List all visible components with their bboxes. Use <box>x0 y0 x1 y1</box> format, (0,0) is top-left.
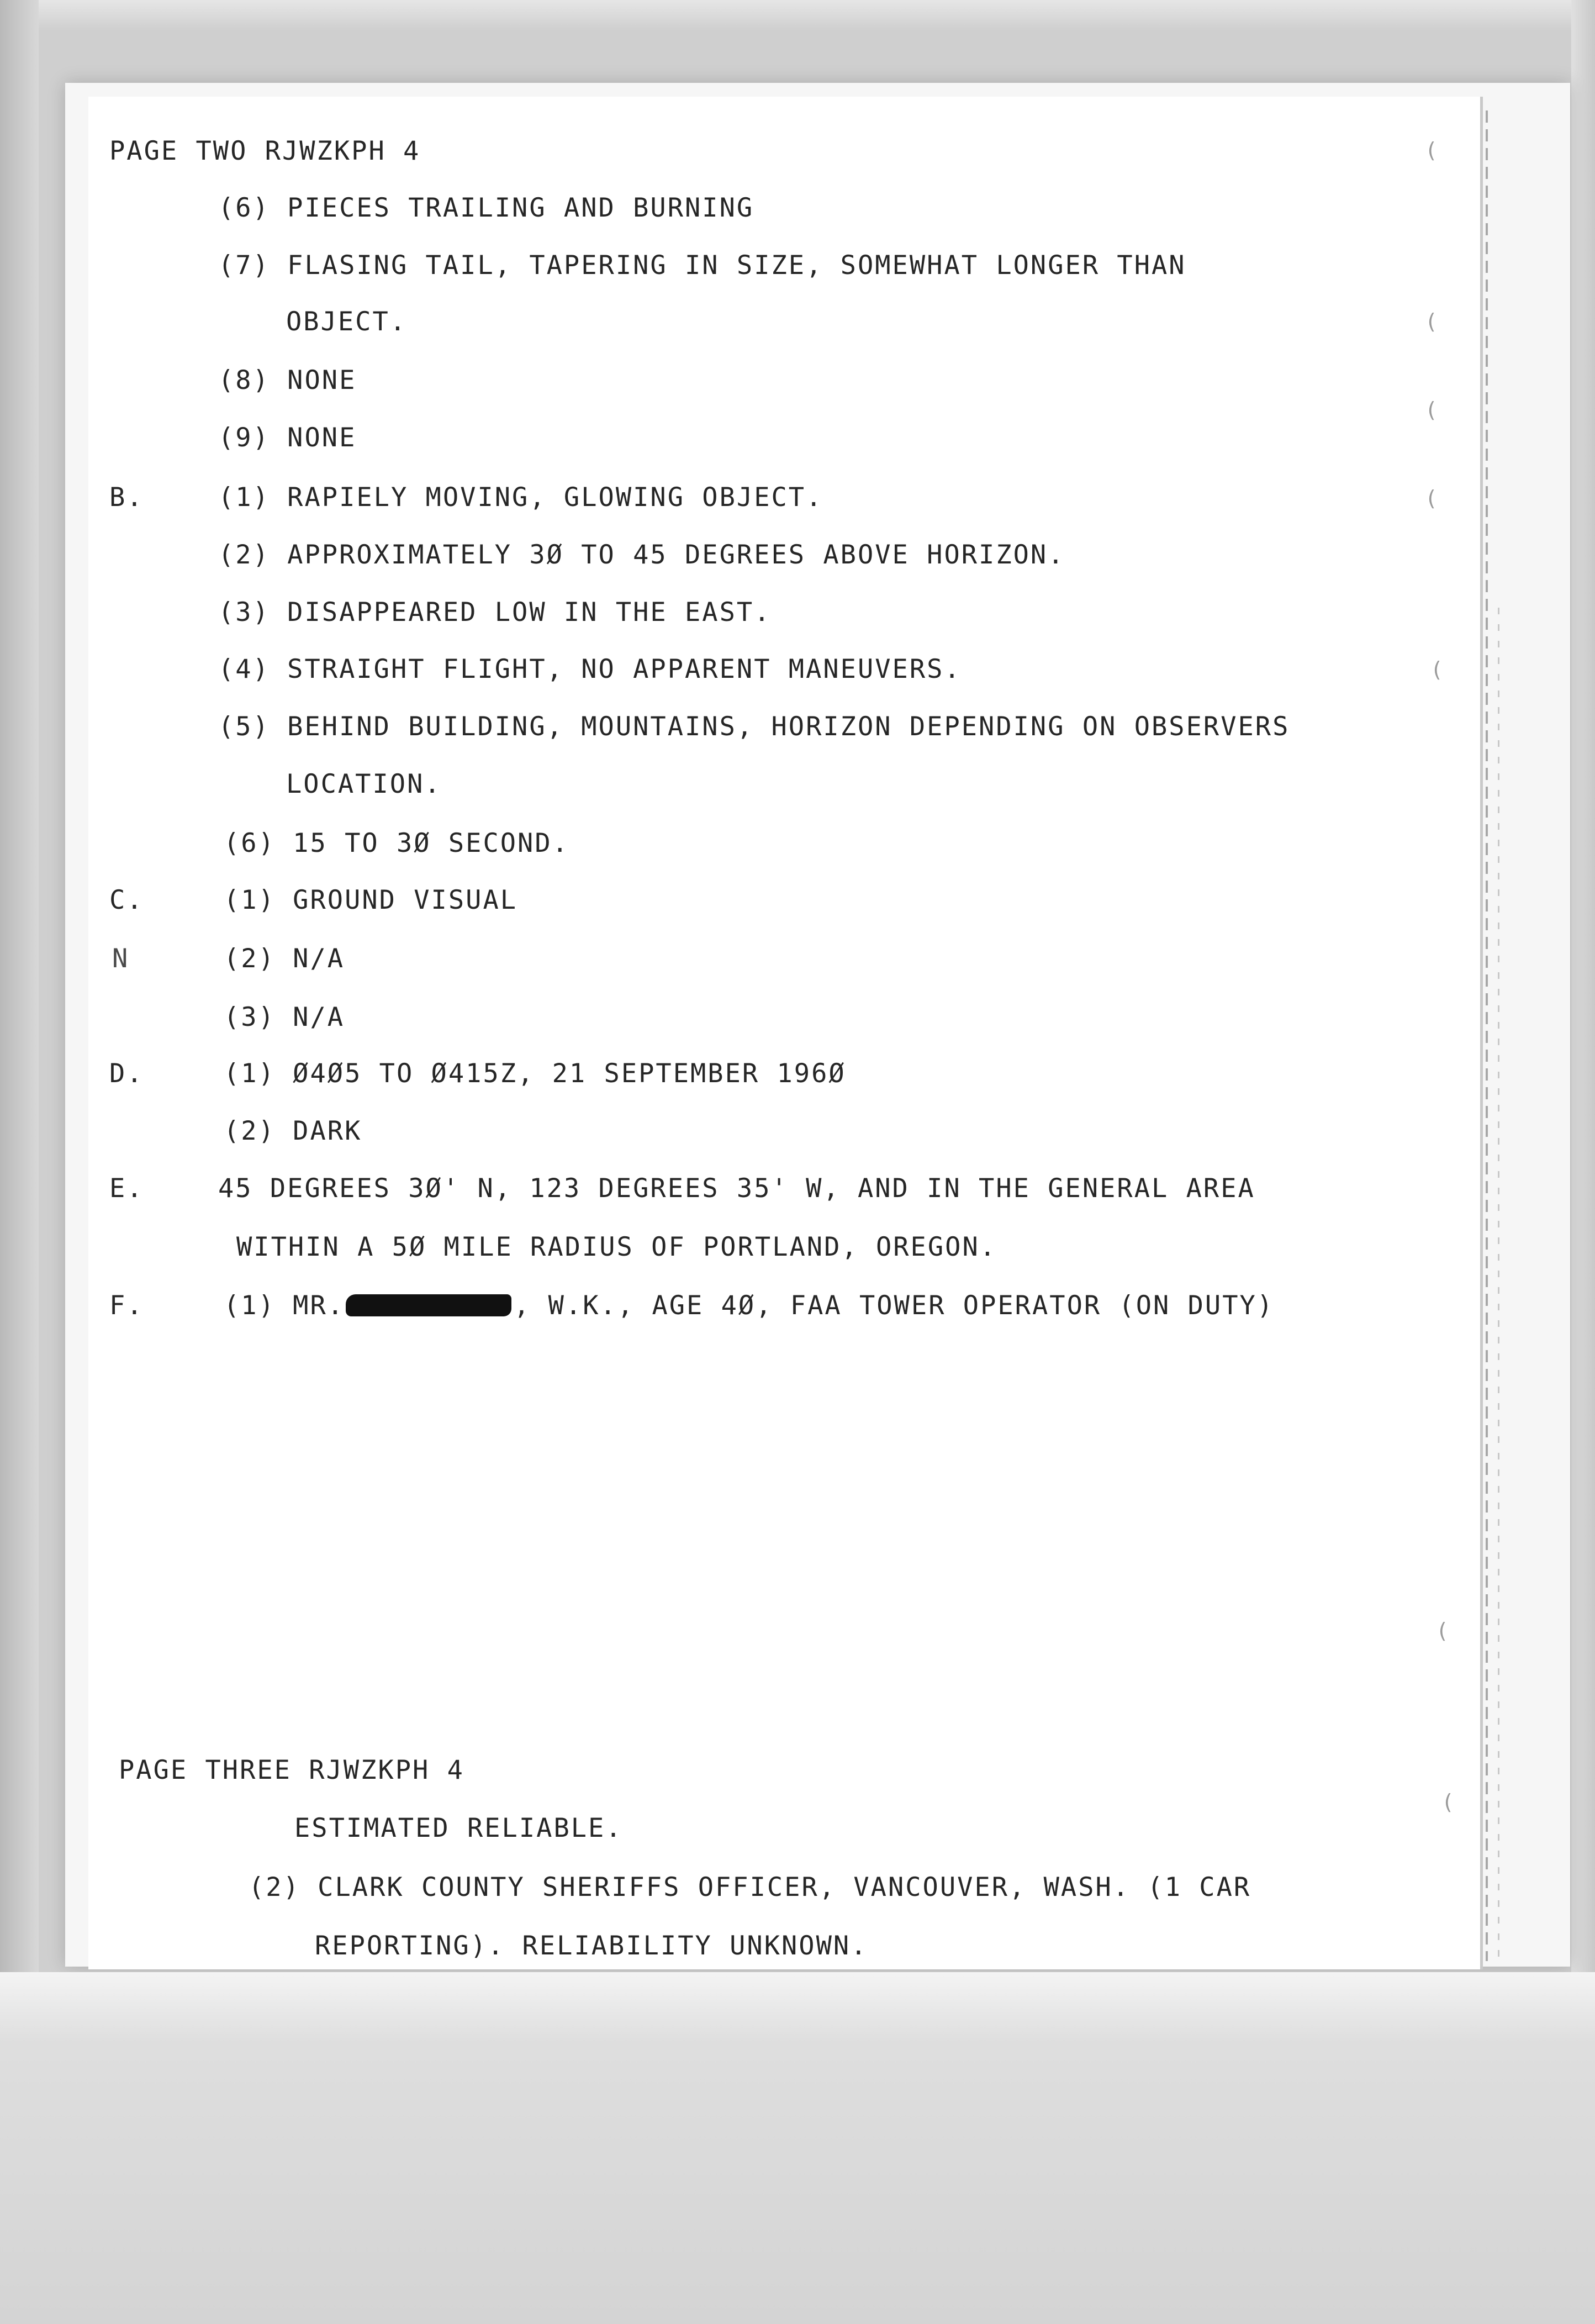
item-a7-cont: OBJECT. <box>286 307 408 337</box>
page-three-item-2: (2) CLARK COUNTY SHERIFFS OFFICER, VANCOUVER, WASH. (1 CAR <box>249 1872 1251 1903</box>
item-d2: (2) DARK <box>224 1116 362 1146</box>
item-b1: (1) RAPIELY MOVING, GLOWING OBJECT. <box>218 482 823 513</box>
margin-n-label: N <box>112 944 130 974</box>
item-b3: (3) DISAPPEARED LOW IN THE EAST. <box>218 597 772 628</box>
photo-border-bottom <box>0 1972 1595 2324</box>
margin-mark: ( <box>1425 486 1438 510</box>
item-b5-cont: LOCATION. <box>286 769 442 799</box>
section-e-label: E. <box>109 1173 144 1204</box>
item-c1: (1) GROUND VISUAL <box>224 885 518 915</box>
section-b-label: B. <box>109 482 144 513</box>
margin-perforation-inner <box>1498 608 1499 1961</box>
item-a6: (6) PIECES TRAILING AND BURNING <box>218 193 754 223</box>
margin-mark: ( <box>1436 1619 1449 1643</box>
item-a7: (7) FLASING TAIL, TAPERING IN SIZE, SOMEWHAT LONGER THAN <box>218 250 1186 281</box>
page-three-item-2-cont: REPORTING). RELIABILITY UNKNOWN. <box>315 1931 868 1961</box>
section-f-label: F. <box>109 1290 144 1321</box>
page-two-header: PAGE TWO RJWZKPH 4 <box>109 136 421 166</box>
item-b4: (4) STRAIGHT FLIGHT, NO APPARENT MANEUVERS. <box>218 654 962 684</box>
item-b5: (5) BEHIND BUILDING, MOUNTAINS, HORIZON DEPENDING ON OBSERVERS <box>218 712 1290 742</box>
section-c-label: C. <box>109 885 144 915</box>
margin-mark: ( <box>1430 657 1443 682</box>
margin-perforation <box>1486 110 1488 1961</box>
item-e1: 45 DEGREES 3Ø' N, 123 DEGREES 35' W, AND IN THE GENERAL AREA <box>218 1173 1255 1204</box>
item-b2: (2) APPROXIMATELY 3Ø TO 45 DEGREES ABOVE HORIZON. <box>218 540 1065 570</box>
item-f1 <box>224 1290 1275 1321</box>
page-three-header: PAGE THREE RJWZKPH 4 <box>119 1755 464 1785</box>
item-c2: (2) N/A <box>224 944 345 974</box>
margin-mark: ( <box>1425 309 1438 334</box>
item-c3: (3) N/A <box>224 1002 345 1032</box>
item-f1-prefix: (1) MR. <box>224 1290 345 1321</box>
item-d1: (1) Ø4Ø5 TO Ø415Z, 21 SEPTEMBER 196Ø <box>224 1058 846 1089</box>
photo-border-top <box>0 0 1595 30</box>
item-a9: (9) NONE <box>218 423 357 453</box>
margin-mark: ( <box>1425 398 1438 422</box>
item-a8: (8) NONE <box>218 365 357 396</box>
margin-mark: ( <box>1441 1790 1454 1814</box>
margin-mark: ( <box>1425 138 1438 162</box>
page-three-estimated: ESTIMATED RELIABLE. <box>294 1813 623 1843</box>
section-d-label: D. <box>109 1058 144 1089</box>
item-b6: (6) 15 TO 3Ø SECOND. <box>224 828 569 858</box>
redaction-mark <box>346 1294 511 1316</box>
item-f1-suffix: , W.K., AGE 4Ø, FAA TOWER OPERATOR (ON DUTY) <box>514 1290 1275 1321</box>
item-e1-cont: WITHIN A 5Ø MILE RADIUS OF PORTLAND, OREGON. <box>236 1232 997 1262</box>
